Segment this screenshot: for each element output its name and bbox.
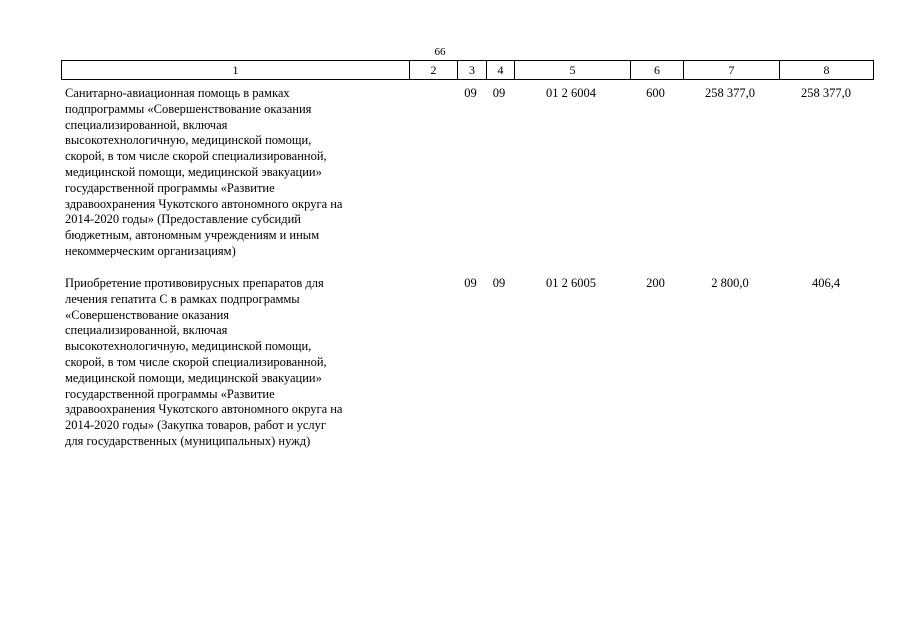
header-col-4: 4 <box>486 61 514 79</box>
row-planned-amount: 258 377,0 <box>705 86 755 100</box>
row-target-article: 01 2 6004 <box>546 86 596 100</box>
row-target-article: 01 2 6005 <box>546 276 596 290</box>
row-expense-type: 600 <box>646 86 665 100</box>
page-number: 66 <box>434 46 446 58</box>
header-col-2: 2 <box>409 61 457 79</box>
header-col-1: 1 <box>232 63 239 77</box>
row-expense-type: 200 <box>646 276 665 290</box>
row-description: Приобретение противовирусных препаратов для лечения гепатита С в рамках подпрограммы «Совершенствование оказания специализированной, включая высокотехнологичную, медицинской помощи, скорой, в том числе скорой специализированной, медицинской помощи, медицинской эвакуации» государственной программы «Развитие здравоохранения Чукотского автономного округа на 2014-2020 годы» (Закупка товаров, работ и услуг для государственных (муниципальных) нужд) <box>65 276 343 448</box>
row-planned-amount: 2 800,0 <box>711 276 749 290</box>
header-col-6: 6 <box>630 61 683 79</box>
header-col-3: 3 <box>457 61 486 79</box>
row-section: 09 <box>464 276 477 290</box>
header-col-7: 7 <box>683 61 779 79</box>
row-subsection: 09 <box>492 276 506 290</box>
header-col-8: 8 <box>779 61 873 79</box>
header-col-5: 5 <box>514 61 630 79</box>
row-section: 09 <box>464 86 477 100</box>
row-actual-amount: 406,4 <box>811 276 841 290</box>
row-actual-amount: 258 377,0 <box>801 86 851 100</box>
table-header-row <box>61 60 874 80</box>
row-subsection: 09 <box>492 86 506 100</box>
row-description: Санитарно-авиационная помощь в рамках подпрограммы «Совершенствование оказания специализированной, включая высокотехнологичную, медицинской помощи, скорой, в том числе скорой специализированной, медицинской помощи, медицинской эвакуации» государственной программы «Развитие здравоохранения Чукотского автономного округа на 2014-2020 годы» (Предоставление субсидий бюджетным, автономным учреждениям и иным некоммерческим организациям) <box>65 86 343 258</box>
